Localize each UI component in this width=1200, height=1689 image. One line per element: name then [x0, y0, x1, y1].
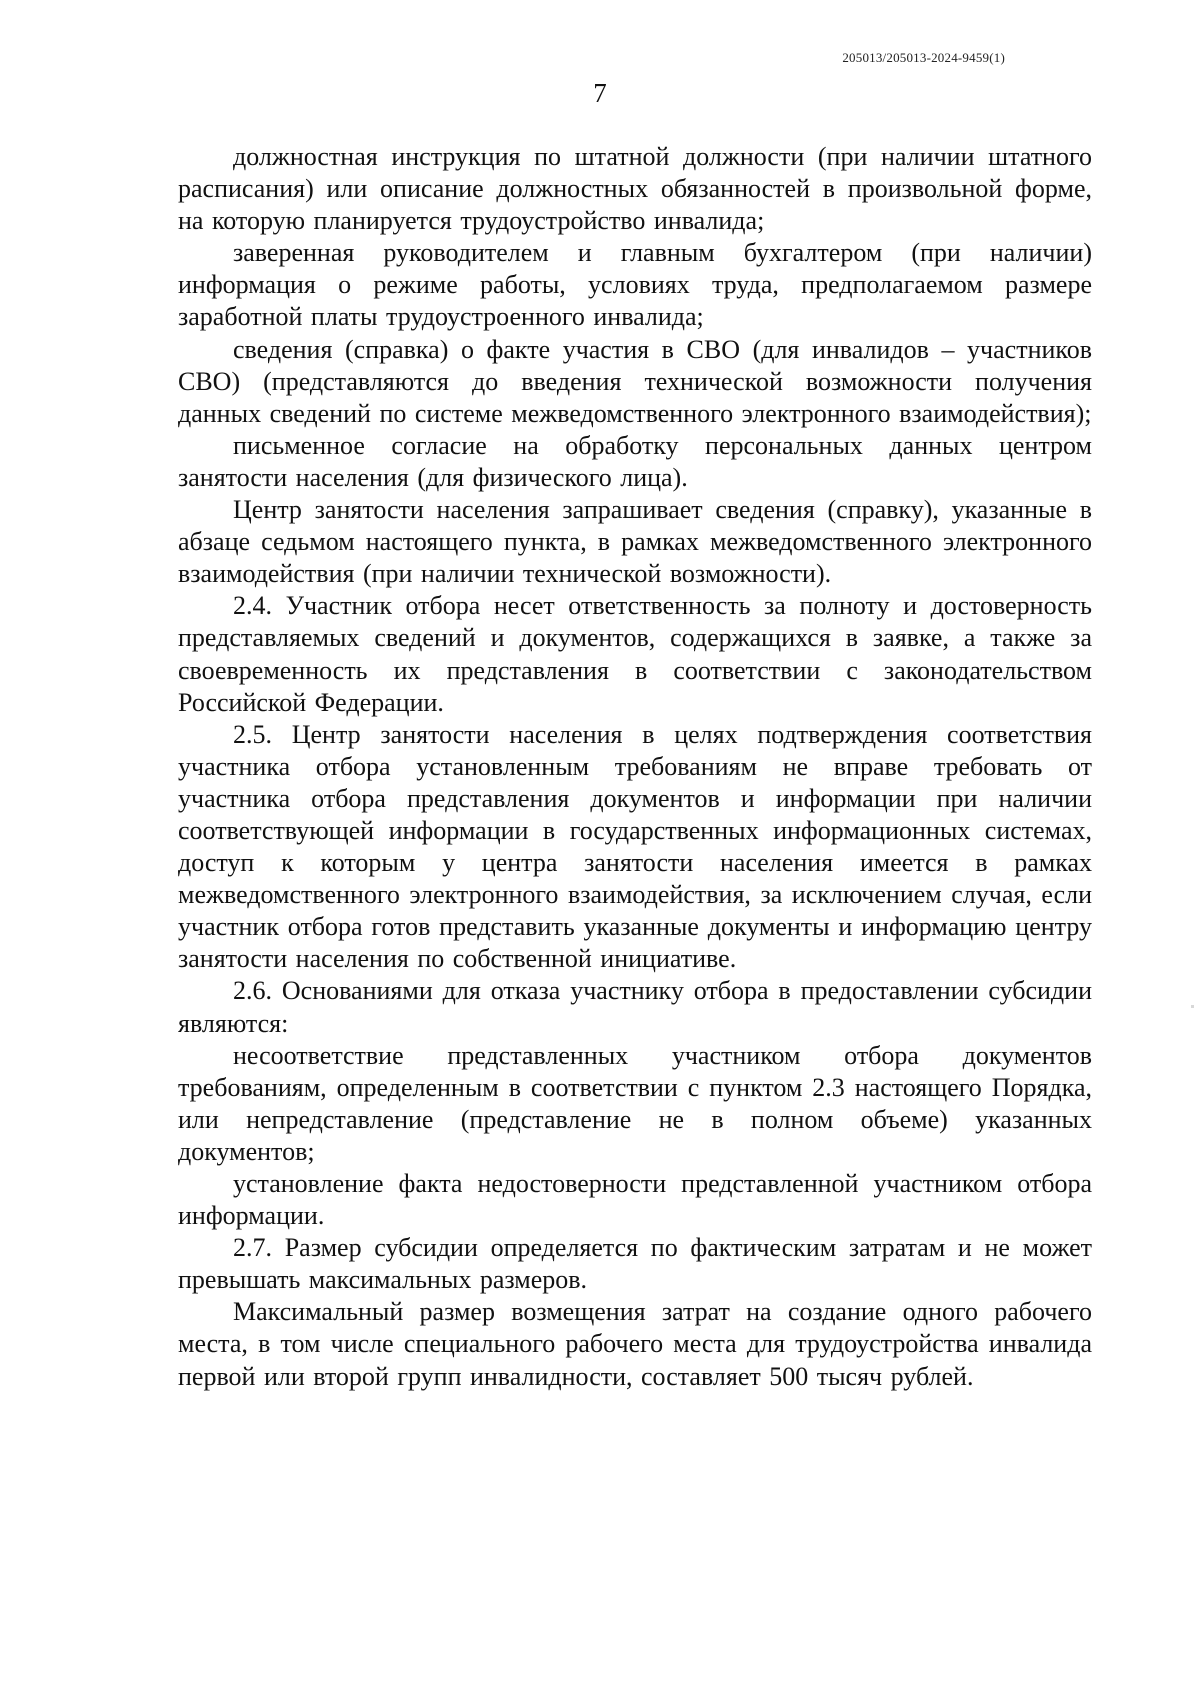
- document-id: 205013/205013-2024-9459(1): [842, 50, 1005, 65]
- paragraph-work-conditions: заверенная руководителем и главным бухгалтером (при наличии) информация о режиме работы, условиях труда, предполагаемом размере заработной платы трудоустроенного инвалида;: [178, 238, 1092, 332]
- paragraph-2-4: 2.4. Участник отбора несет ответственность за полноту и достоверность представляемых сведений и документов, содержащихся в заявке, а также за своевременность их представления в соответствии с законодательством Российской Федерации.: [178, 591, 1092, 717]
- paragraph-2-7: 2.7. Размер субсидии определяется по фактическим затратам и не может превышать максимальных размеров.: [178, 1233, 1092, 1295]
- paragraph-job-description: должностная инструкция по штатной должности (при наличии штатного расписания) или описание должностных обязанностей в произвольной форме, на которую планируется трудоустройство инвалида;: [178, 142, 1092, 236]
- paragraph-max-compensation: Максимальный размер возмещения затрат на создание одного рабочего места, в том числе специального рабочего места для трудоустройства инвалида первой или второй групп инвалидности, составляет 500 тысяч рублей.: [178, 1297, 1092, 1391]
- paragraph-center-request: Центр занятости населения запрашивает сведения (справку), указанные в абзаце седьмом настоящего пункта, в рамках межведомственного электронного взаимодействия (при наличии технической возможности).: [178, 495, 1092, 589]
- scan-edge-mark: [1191, 1005, 1194, 1008]
- paragraph-svo-certificate: сведения (справка) о факте участия в СВО (для инвалидов – участников СВО) (представляются до введения технической возможности получения данных сведений по системе межведомственного электронного взаимодействия);: [178, 334, 1092, 428]
- paragraph-refusal-reason-2: установление факта недостоверности представленной участником отбора информации.: [178, 1169, 1092, 1231]
- document-body: [178, 141, 1092, 1393]
- paragraph-personal-data-consent: письменное согласие на обработку персональных данных центром занятости населения (для физического лица).: [178, 430, 1092, 492]
- paragraph-refusal-reason-1: несоответствие представленных участником отбора документов требованиям, определенным в соответствии с пунктом 2.3 настоящего Порядка, или непредставление (представление не в полном объеме) указанных документов;: [178, 1040, 1092, 1166]
- paragraph-2-5: 2.5. Центр занятости населения в целях подтверждения соответствия участника отбора установленным требованиям не вправе требовать от участника отбора представления документов и информации при наличии соответствующей информации в государственных информационных системах, доступ к которым у центра занятости населения имеется в рамках межведомственного электронного взаимодействия, за исключением случая, если участник отбора готов представить указанные документы и информацию центру занятости населения по собственной инициативе.: [178, 719, 1092, 974]
- page-number: 7: [593, 78, 607, 108]
- paragraph-2-6: 2.6. Основаниями для отказа участнику отбора в предоставлении субсидии являются:: [178, 976, 1092, 1038]
